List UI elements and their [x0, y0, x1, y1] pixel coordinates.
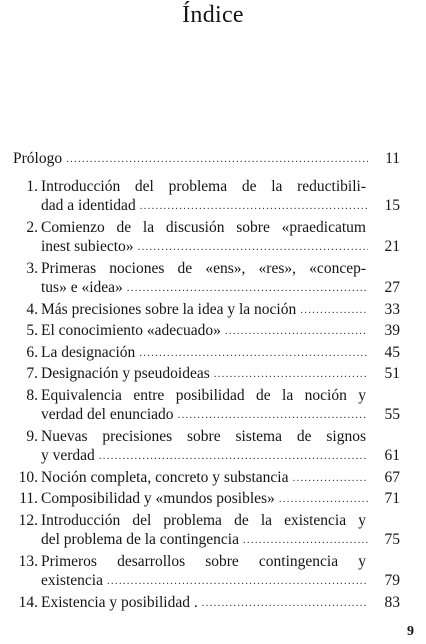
toc-page-number: 39 [384, 322, 400, 339]
toc-entry-title: La designación [41, 343, 136, 361]
toc-entry-title: Noción completa, concreto y substancia [41, 468, 289, 486]
toc-entry-title-line: Nuevas precisiones sobre sistema de signos [41, 427, 366, 445]
toc-entry-title: Prólogo [13, 150, 63, 167]
toc-entry-title: y verdad [41, 447, 95, 464]
dot-leader [99, 447, 368, 467]
toc-page-number: 27 [384, 279, 400, 296]
toc-page-number: 21 [384, 238, 400, 255]
dot-leader [140, 197, 368, 217]
toc-entry-title: Existencia y posibilidad . [41, 593, 198, 611]
dot-leader [243, 531, 368, 551]
dot-leader [127, 279, 368, 299]
toc-page-number: 11 [385, 150, 400, 167]
toc-entry-title: El conocimiento «adecuado» [41, 322, 221, 339]
dot-leader [66, 150, 368, 170]
toc-page-number: 33 [384, 300, 400, 318]
toc-page-number: 51 [384, 365, 400, 382]
toc-entry-title-line: Equivalencia entre posibilidad de la noción y [41, 386, 366, 404]
toc-page-number: 61 [384, 447, 400, 464]
toc-entry-title: existencia [41, 572, 103, 589]
toc-page-number: 79 [384, 572, 400, 589]
toc-entry-title-line: Primeras nociones de «ens», «res», «concep- [41, 259, 366, 277]
table-of-contents [13, 149, 400, 614]
toc-entry-title: Más precisiones sobre la idea y la noción [41, 300, 297, 318]
toc-entry-number: 13. [18, 552, 38, 570]
toc-entry-title-line: Introducción del problema de la existencia y [41, 511, 366, 529]
toc-page-number: 67 [384, 468, 400, 486]
dot-leader [214, 365, 368, 385]
toc-entry-title-line: Comienzo de la discusión sobre «praedicatum [41, 218, 366, 236]
dot-leader [139, 344, 368, 364]
dot-leader [225, 322, 368, 342]
toc-entry-title: verdad del enunciado [41, 406, 174, 423]
toc-entry-number: 4. [26, 300, 38, 318]
toc-entries [13, 177, 400, 615]
toc-entry [13, 511, 400, 552]
toc-entry-number: 3. [26, 259, 38, 277]
toc-entry-title: Designación y pseudoideas [41, 365, 210, 382]
toc-entry-title: Composibilidad y «mundos posibles» [41, 490, 275, 507]
toc-entry [13, 386, 400, 427]
toc-page-number: 71 [384, 490, 400, 507]
folio-page-number: 9 [407, 624, 414, 639]
toc-entry [13, 259, 400, 300]
toc-entry-title: del problema de la contingencia [41, 531, 239, 548]
toc-entry [13, 552, 400, 593]
dot-leader [202, 594, 368, 614]
toc-entry [13, 343, 400, 365]
dot-leader [178, 406, 368, 426]
toc-entry-number: 11. [19, 490, 38, 507]
toc-entry-number: 1. [26, 177, 38, 195]
toc-entry-title: dad a identidad [41, 197, 136, 214]
toc-entry-number: 12. [18, 511, 38, 529]
toc-page-number: 45 [384, 343, 400, 361]
dot-leader [279, 490, 368, 510]
toc-entry-number: 5. [26, 322, 38, 339]
toc-entry-title-line: Primeros desarrollos sobre contingencia y [41, 552, 366, 570]
toc-page-number: 75 [384, 531, 400, 548]
toc-entry-number: 8. [26, 386, 38, 404]
toc-entry [13, 177, 400, 218]
dot-leader [107, 572, 368, 592]
toc-entry-title-line: Introducción del problema de la reductibili- [41, 177, 366, 195]
toc-entry-title: tus» e «idea» [41, 279, 123, 296]
toc-entry [13, 218, 400, 259]
toc-page-number: 55 [384, 406, 400, 423]
toc-entry [13, 468, 400, 490]
toc-entry-number: 2. [26, 218, 38, 236]
toc-entry [13, 321, 400, 343]
toc-entry-prologue [13, 149, 400, 171]
toc-entry-number: 14. [18, 593, 38, 611]
dot-leader [300, 301, 368, 321]
toc-entry [13, 489, 400, 511]
toc-entry [13, 364, 400, 386]
toc-entry-title: inest subiecto» [41, 238, 134, 255]
page-title: Índice [182, 2, 244, 28]
toc-entry-number: 9. [26, 427, 38, 445]
toc-entry [13, 300, 400, 322]
toc-page-number: 83 [384, 593, 400, 611]
toc-entry-number: 10. [18, 468, 38, 486]
dot-leader [293, 469, 369, 489]
toc-page-number: 15 [384, 197, 400, 214]
toc-entry-number: 6. [26, 343, 38, 361]
toc-entry [13, 593, 400, 615]
dot-leader [138, 238, 368, 258]
toc-entry-number: 7. [26, 365, 38, 382]
toc-entry [13, 427, 400, 468]
